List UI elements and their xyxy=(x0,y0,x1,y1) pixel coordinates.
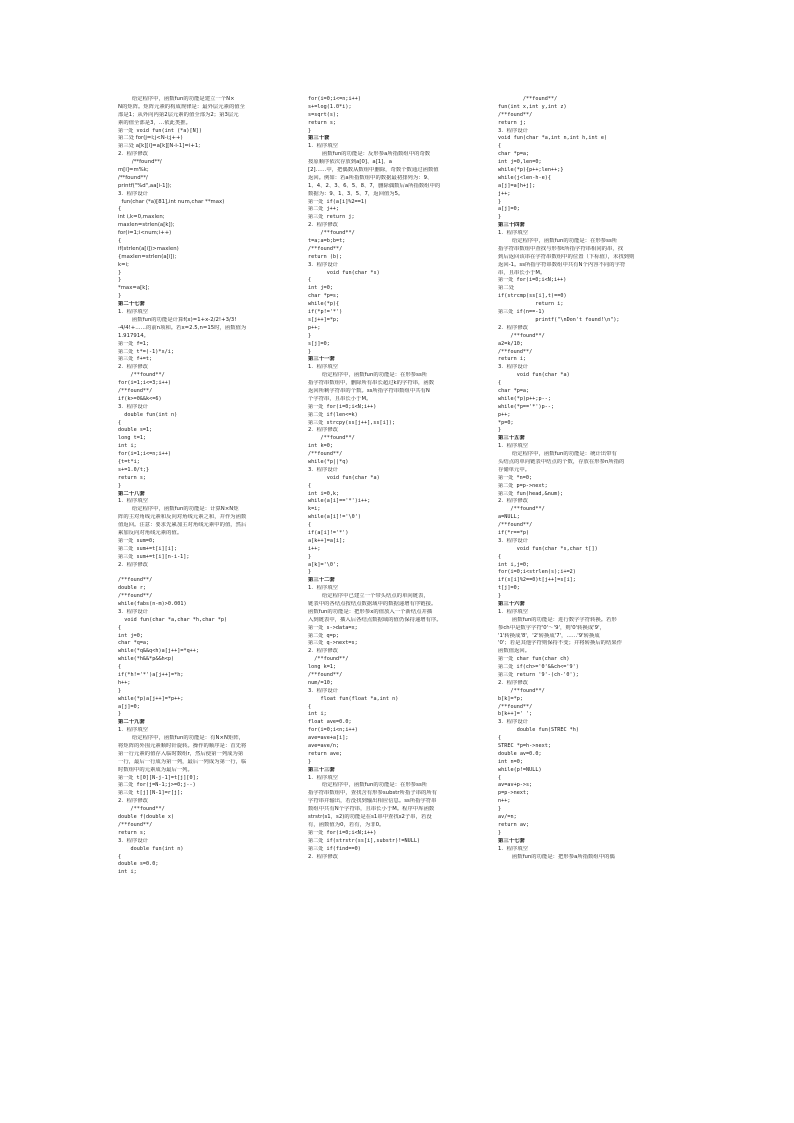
text-line: } xyxy=(498,806,502,813)
text-line: 阵的主对角线元素和反向对角线元素之和，并作为函数 xyxy=(118,514,247,521)
text-line: /**found**/ xyxy=(118,806,165,813)
text-line: 1. 程序填空 xyxy=(308,774,339,781)
text-line: 函数fun的功能是计算f(x)=1+x-2/2!+3/3! xyxy=(118,316,237,323)
text-line: t=a;a=b;b=t; xyxy=(308,238,346,245)
text-line: } xyxy=(498,198,502,205)
text-line: av/=n; xyxy=(498,814,517,821)
text-line: /**found**/ xyxy=(118,159,162,166)
text-line: double fun(STREC *h) xyxy=(498,727,580,734)
text-line: } xyxy=(118,711,122,718)
text-line: 2. 程序修改 xyxy=(118,798,149,805)
text-line: double f(double x) xyxy=(118,814,175,821)
text-line: /**found**/ xyxy=(498,348,533,355)
text-line: double s=1; xyxy=(118,427,153,434)
text-line: 个字符串，且串长小于M。 xyxy=(308,395,372,402)
text-line: 第二十七套 xyxy=(118,301,145,308)
text-line: 第一处 if(a[i]%2==1) xyxy=(308,198,368,205)
text-line: if(*h!='*')a[j++]=*h; xyxy=(118,672,184,679)
text-line: { xyxy=(308,703,312,710)
text-line: 时数组中的元素成为最后一列。 xyxy=(118,766,193,773)
text-line: 入到链表中，插入后各结点数据域的值仍保持递增有序。 xyxy=(308,616,442,623)
text-line: [2]……中，把偶数从数组中删除，奇数个数通过函数值 xyxy=(308,167,439,174)
text-line: 1. 程序填空 xyxy=(498,608,529,615)
text-line: 3. 程序设计 xyxy=(498,537,529,544)
text-line: { xyxy=(118,419,122,426)
text-line: b[k++]=' '; xyxy=(498,711,533,718)
text-line: 第二处 for(j=N-1;j>=0;j--) xyxy=(118,782,196,789)
text-line: return i; xyxy=(498,356,527,363)
text-line: j++; xyxy=(498,190,511,197)
text-line: 1. 程序填空 xyxy=(498,443,529,450)
text-line: 第一处 for(i=0;i<N;i++) xyxy=(308,829,377,836)
text-line: 3. 程序设计 xyxy=(118,837,149,844)
text-line: while(*p=='*')p--; xyxy=(498,403,555,410)
text-line: 指字符串数组中，查找含有形参substr所指子串的所有 xyxy=(308,790,438,797)
text-line: 第三十六套 xyxy=(498,601,525,607)
text-line: 2. 程序修改 xyxy=(118,151,149,158)
text-line: { xyxy=(498,553,502,560)
text-line: 函数值返回。 xyxy=(498,648,531,655)
text-line: 存储单元中。 xyxy=(498,466,531,473)
text-line: /**found**/ xyxy=(308,451,343,458)
text-line: return (b); xyxy=(308,253,343,260)
text-line: 返回-1。ss所指字符串数组中共有N个内容不同的字符 xyxy=(498,261,626,268)
text-line: 返回所剩字符串的个数。ss所指字符串数组中共有N xyxy=(308,387,430,394)
text-line: 第二十九套 xyxy=(118,719,145,726)
text-line: } xyxy=(118,482,122,489)
text-line: 3. 程序设计 xyxy=(308,466,339,473)
text-line: N的矩阵。矩阵元素的构成规律是：最外层元素的值全 xyxy=(118,103,245,110)
text-line: while(*p||*q) xyxy=(308,458,349,465)
text-line: 给定程序中，函数fun的功能是：在形参ss所 xyxy=(308,372,428,379)
text-line: 第三十五套 xyxy=(498,435,525,442)
text-line: s[j++]=*p; xyxy=(308,316,340,323)
text-line: { xyxy=(118,206,122,213)
text-line: 第三十套 xyxy=(308,135,330,142)
text-line: { xyxy=(308,482,312,489)
text-line: s+=1.0/t;} xyxy=(118,466,150,473)
text-column-right xyxy=(498,96,678,861)
text-line: 1. 程序填空 xyxy=(118,309,149,316)
text-line: 3. 程序设计 xyxy=(498,364,529,371)
text-line: printf("\nDon't found!\n"); xyxy=(498,316,620,323)
text-line: 参ch中是数字字符'0'～'9'，则'0'转换成'9'， xyxy=(498,624,605,631)
text-line: while(*p){p++;len++;} xyxy=(498,167,564,174)
text-line: 1. 程序填空 xyxy=(308,364,339,371)
text-line: /**found**/ xyxy=(308,656,349,663)
text-line: 第三处 q->next=s; xyxy=(308,640,358,647)
text-line: for(i=0;i<n;i++) xyxy=(308,727,358,734)
text-line: 1. 程序填空 xyxy=(498,230,529,237)
text-line: 数组中共有N个字符串，且串长小于M。程序中库函数 xyxy=(308,806,435,813)
text-line: 返回。例如：若a所指数组中的数据最初排列为：9、 xyxy=(308,174,433,181)
text-line: /**found**/ xyxy=(498,703,533,710)
text-line: 1. 程序填空 xyxy=(308,585,339,592)
text-line: long k=1; xyxy=(308,664,337,671)
text-line: b[k]=*p; xyxy=(498,695,523,702)
text-line: while(p!=NULL) xyxy=(498,766,542,773)
text-line: 给定程序中已建立一个带头结点的单向链表， xyxy=(308,593,429,600)
text-line: { xyxy=(308,277,312,284)
text-line: int i; xyxy=(118,869,137,876)
text-line: -4/4!+……的前n项和。若x=2.5,n=15时，函数值为 xyxy=(118,324,247,331)
text-line: 函数fun的功能是：反形参a所指数组中的奇数 xyxy=(308,151,431,158)
text-line: /**found**/ xyxy=(308,435,355,442)
text-line: 3. 程序设计 xyxy=(308,261,339,268)
text-line: 第一处 sum=0; xyxy=(118,537,156,544)
text-line: 按原顺序依次存放到a[0]、a[1]、a xyxy=(308,159,393,166)
text-line: 1. 程序填空 xyxy=(118,727,149,734)
text-line: if(*r==*p) xyxy=(498,529,530,536)
text-line: if(a[i]!='*') xyxy=(308,529,349,536)
text-line: 第二处 for(j=i;j<N-i;j++) xyxy=(118,135,183,142)
text-line: } xyxy=(498,593,502,600)
text-line: 3. 程序设计 xyxy=(498,719,529,726)
text-line: 第一处 for(i=0;i<N;i++) xyxy=(308,403,377,410)
text-line: 第二十八套 xyxy=(118,490,145,497)
text-line: printf("%d",aa[i-1]); xyxy=(118,182,172,189)
text-line: } xyxy=(308,127,312,134)
text-line: double fun(int n) xyxy=(118,845,184,852)
text-line: return av; xyxy=(498,821,530,828)
text-line: p++; xyxy=(308,324,321,331)
text-line: if(s[i]%2==0)t[j++]=s[i]; xyxy=(498,577,576,584)
text-line: 函数fun的功能是：把形参a所指数组中的偶 xyxy=(498,853,615,860)
text-line: STREC *p=h->next; xyxy=(498,743,551,750)
text-line: 3. 程序设计 xyxy=(118,608,149,615)
text-line: double fun(int n) xyxy=(118,411,178,418)
text-line: /**found**/ xyxy=(118,577,153,584)
text-line: { xyxy=(498,380,502,387)
text-line: 1.917914。 xyxy=(118,332,150,339)
text-line: return s; xyxy=(308,119,337,126)
text-line: } xyxy=(118,269,122,276)
text-line: return s; xyxy=(118,474,147,481)
text-line: char *p=a; xyxy=(498,387,530,394)
text-line: 值返回。注意：要求先累加主对角线元素中的值，然后 xyxy=(118,522,247,529)
text-line: 3. 程序设计 xyxy=(498,127,529,134)
text-line: long t=1; xyxy=(118,435,147,442)
text-line: 一行，最后一行成为第一列，最后一列成为第一行，临 xyxy=(118,758,247,765)
text-line: /**found**/ xyxy=(498,96,558,102)
text-line: { xyxy=(118,664,122,671)
text-line: /**found**/ xyxy=(498,506,545,513)
text-line: } xyxy=(308,332,312,339)
text-line: {t=t*i; xyxy=(118,458,140,465)
text-line: float ave=0.0; xyxy=(308,719,352,726)
text-line: /**found**/ xyxy=(498,332,545,339)
text-line: 第一处 f=1; xyxy=(118,340,150,347)
text-line: 给定程序中，函数fun的功能是：计算N×N矩 xyxy=(118,506,239,513)
text-line: a[k]='\0'; xyxy=(308,561,340,568)
text-line: 2. 程序修改 xyxy=(498,498,529,505)
text-line: for(i=1;i<=3;i++) xyxy=(118,380,171,387)
text-line: 头结点的单向链表中结点的个数，存放在形参n所指的 xyxy=(498,458,625,465)
text-line: 第二处 j++; xyxy=(308,206,340,213)
text-line: /**found**/ xyxy=(118,387,153,394)
text-line: 给定程序中，函数fun的功能是：有N×N矩阵， xyxy=(118,735,245,742)
text-line: *max=a[k]; xyxy=(118,285,150,292)
text-line: m[i]=m%k; xyxy=(118,167,149,174)
text-line: 给定程序中，函数fun的功能是：在形参ss所 xyxy=(498,238,618,245)
text-line: av=av+p->s; xyxy=(498,782,533,789)
text-line: 将矩阵的外围元素顺时针旋转。操作的顺序是：首先将 xyxy=(118,743,247,750)
text-line: ave=ave+a[i]; xyxy=(308,735,349,742)
text-line: void fun(char *a) xyxy=(308,474,380,481)
text-line: maxlen=strlen(a[k]); xyxy=(118,222,175,229)
text-line: 第一处 s->data=x; xyxy=(308,624,358,631)
text-line: for(i=1;i<num;i++) xyxy=(118,230,172,237)
text-line: } xyxy=(498,427,502,434)
text-line: } xyxy=(498,829,502,836)
text-line: } xyxy=(118,293,122,300)
text-line: i++; xyxy=(308,545,321,552)
text-line: 第三处 return j; xyxy=(308,214,355,221)
text-line: 1. 程序填空 xyxy=(118,498,149,505)
text-line: return j; xyxy=(498,119,527,126)
text-line: 第二处 t*=(-1)*x/i; xyxy=(118,348,174,355)
text-line: if(strlen(a[i])>maxlen) xyxy=(118,245,179,252)
text-line: return i; xyxy=(498,301,564,308)
text-line: 2. 程序修改 xyxy=(308,853,339,860)
text-line: s=sqrt(s); xyxy=(308,111,340,118)
text-line: num/=10; xyxy=(308,679,333,686)
text-line: 第三处 return '9'-(ch-'0'); xyxy=(498,672,579,679)
text-line: } xyxy=(308,553,312,560)
text-line: { xyxy=(118,624,122,631)
text-line: '1'转换成'8'，'2'转换成'7'，……'9'转换成 xyxy=(498,632,600,639)
text-line: /**found**/ xyxy=(498,522,533,529)
text-line: { xyxy=(498,143,502,150)
text-line: a[j]=0; xyxy=(498,206,520,213)
text-line: 给定程序中，函数fun的功能是建立一个N× xyxy=(118,96,235,102)
text-line: 第三处 f+=t; xyxy=(118,356,153,363)
text-line: 第二处 p=p->next; xyxy=(498,482,548,489)
text-line xyxy=(118,569,298,577)
text-line: char *p=a; xyxy=(498,151,530,158)
text-line: } xyxy=(118,687,122,694)
text-line: h++; xyxy=(118,679,131,686)
text-line: } xyxy=(118,277,122,284)
text-line: 2. 程序修改 xyxy=(498,324,529,331)
text-line: 第二处 if(ch>='0'&&ch<='9') xyxy=(498,664,579,671)
text-line: a[j]=a[h+j]; xyxy=(498,182,536,189)
text-line: 第三处 t[j][N-1]=r[j]; xyxy=(118,790,184,797)
text-line: 第三处 if(n==-1) xyxy=(498,309,545,316)
text-line: a[j]=0; xyxy=(118,703,140,710)
text-line: p=p->next; xyxy=(498,790,530,797)
text-line: while(*h&&*p&&h<p) xyxy=(118,656,175,663)
text-line: 3. 程序设计 xyxy=(118,403,149,410)
text-line: 2. 程序修改 xyxy=(498,679,529,686)
text-line: void fun(char *s,char t[]) xyxy=(498,545,598,552)
text-line: p++; xyxy=(498,411,511,418)
text-line: 第一处 void fun(int (*a)[N]) xyxy=(118,127,202,134)
text-line: int j=0,len=0; xyxy=(498,159,542,166)
text-line: 第三十四套 xyxy=(498,222,525,229)
text-line: while(*p)a[j++]=*p++; xyxy=(118,695,184,702)
text-line: int n=0; xyxy=(498,758,523,765)
text-line: 第二处 sum+=t[i][i]; xyxy=(118,545,178,552)
text-line: {maxlen=strlen(a[i]); xyxy=(118,253,177,260)
text-line: while(a[i]=='*')i++; xyxy=(308,498,371,505)
text-line: double r; xyxy=(118,585,147,592)
text-line: 第三十三套 xyxy=(308,766,335,773)
text-line: 第三十二套 xyxy=(308,577,335,584)
text-line: /**found**/ xyxy=(118,821,153,828)
text-line: for(i=0;i<=n;i++) xyxy=(308,96,361,102)
text-line: /**found**/ xyxy=(498,687,545,694)
text-line: 1、4、2、3、6、5、8、7，删除偶数后a所指数组中的 xyxy=(308,182,441,189)
text-line: int i=0,k; xyxy=(308,490,340,497)
text-line: /**found**/ xyxy=(118,174,148,181)
text-line: while(a[i]!='\0') xyxy=(308,514,361,521)
text-line: float fun(float *a,int n) xyxy=(308,695,399,702)
text-line: void fun(char *a,int n,int h,int e) xyxy=(498,135,608,142)
text-line: 字符串并输出，若没找到输出相应信息。ss所指字符串 xyxy=(308,798,437,805)
text-line: 第一处 t[0][N-j-1]=t[j][0]; xyxy=(118,774,199,781)
text-line: fun(char (*a)[81],int num,char **max) xyxy=(118,198,225,205)
text-column-left xyxy=(118,96,298,877)
text-line: if(strcmp(ss[i],t)==0) xyxy=(498,293,567,300)
text-line: 给定程序中，函数fun的功能是：统计出带有 xyxy=(498,451,617,458)
text-line: for(i=1;i<=n;i++) xyxy=(118,451,171,458)
text-line: *p=0; xyxy=(498,419,514,426)
text-line: /**found**/ xyxy=(308,672,343,679)
text-line: } xyxy=(308,569,312,576)
text-line: char *q=a; xyxy=(118,640,150,647)
text-line: 第三处 strcpy(ss[j++],ss[i]); xyxy=(308,419,396,426)
text-line: while(*q&&q<h)a[j++]=*q++; xyxy=(118,648,200,655)
text-line: { xyxy=(498,774,502,781)
text-line: for(i=0;i<strlen(s);i+=2) xyxy=(498,569,576,576)
text-line: return s; xyxy=(118,829,147,836)
text-line: 累加反向对角线元素的值。 xyxy=(118,529,183,536)
text-line: } xyxy=(308,348,312,355)
text-line: 2. 程序修改 xyxy=(118,364,149,371)
text-line: 数据为：9、1、3、5、7，返回值为5。 xyxy=(308,190,404,197)
text-line: 素的值全部是3，…依此类推。 xyxy=(118,119,191,126)
text-line: 3. 程序设计 xyxy=(118,190,149,197)
text-line: 1. 程序填空 xyxy=(498,845,529,852)
text-line: while(j<len-h-e){ xyxy=(498,174,551,181)
text-line: 第一处 for(i=0;i<N;i++) xyxy=(498,277,567,284)
text-line: if(*p!='*') xyxy=(308,309,343,316)
text-line: int i; xyxy=(118,443,137,450)
text-line: 第二处 q=p; xyxy=(308,632,340,639)
text-line: if(k>=0&&k<=6) xyxy=(118,395,162,402)
text-line: 有，函数值为0，若有，为非0。 xyxy=(308,821,385,828)
text-line: return ave; xyxy=(308,750,343,757)
text-line: void fun(char *s) xyxy=(308,269,380,276)
text-line: { xyxy=(498,735,502,742)
text-line: int k=0; xyxy=(308,443,333,450)
text-line: ave=ave/n; xyxy=(308,743,340,750)
text-line: { xyxy=(118,238,122,245)
text-line: } xyxy=(498,214,502,221)
text-line: 2. 程序修改 xyxy=(308,222,339,229)
text-line: 链表中的各结点按结点数据域中的数据递增有序链接。 xyxy=(308,601,437,607)
text-line: 第一行元素的值存入临时数组r，然后使第一列成为第 xyxy=(118,750,244,757)
text-line: 2. 程序修改 xyxy=(308,427,339,434)
text-line: 第三处 a[k][i]=a[k][N-i-1]=i+1; xyxy=(118,143,201,150)
text-column-middle xyxy=(308,96,488,861)
text-line: strstr(s1，s2)的功能是在s1串中查找s2子串，若没 xyxy=(308,814,432,821)
text-line: 第三处 if(find==0) xyxy=(308,845,361,852)
text-line: double s=0.0; xyxy=(118,861,159,868)
text-line: 指字符串数组中查找与形参t所指字符串相同的串，找 xyxy=(498,245,624,252)
text-line: 部是1；从外向内第2层元素的值全部为2；第3层元 xyxy=(118,111,239,118)
text-line: /**found**/ xyxy=(498,111,533,118)
text-line: 第三十七套 xyxy=(498,837,525,844)
text-line: { xyxy=(308,522,312,529)
text-line: 第二处 if(strstr(ss[i],substr)!=NULL) xyxy=(308,837,421,844)
text-line: s+=log(1.0*i); xyxy=(308,103,352,110)
text-line: 第三处 fun(head,&num); xyxy=(498,490,564,497)
text-line: 第三处 sum+=t[i][n-i-1]; xyxy=(118,553,190,560)
text-line: char *p=s; xyxy=(308,293,340,300)
text-line: 到后返回该串在字符串数组中的位置（下标值），未找到则 xyxy=(498,253,635,260)
text-line: '0'；若是其他字符则保持不变；并将转换后的结果作 xyxy=(498,640,623,647)
text-line: a=NULL; xyxy=(498,514,520,521)
text-line: /**found**/ xyxy=(118,593,153,600)
text-line: 给定程序中，函数fun的功能是：在形参ss所 xyxy=(308,782,428,789)
text-line: t[j]=0; xyxy=(498,585,520,592)
text-line: int i,j=0; xyxy=(498,561,530,568)
text-line: void fun(char *a,char *h,char *p) xyxy=(118,616,228,623)
text-line: /**found**/ xyxy=(308,230,355,237)
text-line: 第二处 xyxy=(498,285,515,292)
text-line: 指字符串数组中，删除所有串长超过k的字符串，函数 xyxy=(308,380,435,387)
text-line: int j=0; xyxy=(308,285,333,292)
text-line: int i,k=0,maxlen; xyxy=(118,214,165,221)
text-line: 函数fun的功能是：进行数字字符转换。若形 xyxy=(498,616,617,623)
text-line: 第一处 *n=0; xyxy=(498,474,533,481)
text-line: a2=k/10; xyxy=(498,340,523,347)
text-line: 3. 程序设计 xyxy=(308,687,339,694)
text-line: double av=0.0; xyxy=(498,750,542,757)
text-line: 2. 程序修改 xyxy=(118,561,149,568)
text-line: while(fabs(n-m)>0.001) xyxy=(118,601,187,607)
text-line: 第三十一套 xyxy=(308,356,335,363)
text-line: a[k++]=a[i]; xyxy=(308,537,346,544)
text-line: while(*p){ xyxy=(308,301,340,308)
text-line: 第一处 char fun(char ch) xyxy=(498,656,570,663)
text-line: int j=0; xyxy=(118,632,143,639)
text-line: /**found**/ xyxy=(118,372,165,379)
text-line: } xyxy=(308,758,312,765)
text-line: 1. 程序填空 xyxy=(308,143,339,150)
text-line: fun(int x,int y,int z) xyxy=(498,103,567,110)
text-line: n++; xyxy=(498,798,511,805)
text-line: /**found**/ xyxy=(308,245,343,252)
text-line: void fun(char *a) xyxy=(498,372,570,379)
text-line: 2. 程序修改 xyxy=(308,648,339,655)
text-line: while(*p)p++;p--; xyxy=(498,395,551,402)
text-line: int i; xyxy=(308,711,327,718)
text-line: { xyxy=(118,853,122,860)
text-line: 第二处 if(len<=k) xyxy=(308,411,358,418)
text-line: 串，且串长小于M。 xyxy=(498,269,546,276)
text-line: 函数fun的功能是：把形参x的值放入一个新结点并插 xyxy=(308,608,433,615)
text-line: k=i; xyxy=(118,261,129,268)
text-line: s[j]=0; xyxy=(308,340,330,347)
text-line: k=i; xyxy=(308,506,321,513)
